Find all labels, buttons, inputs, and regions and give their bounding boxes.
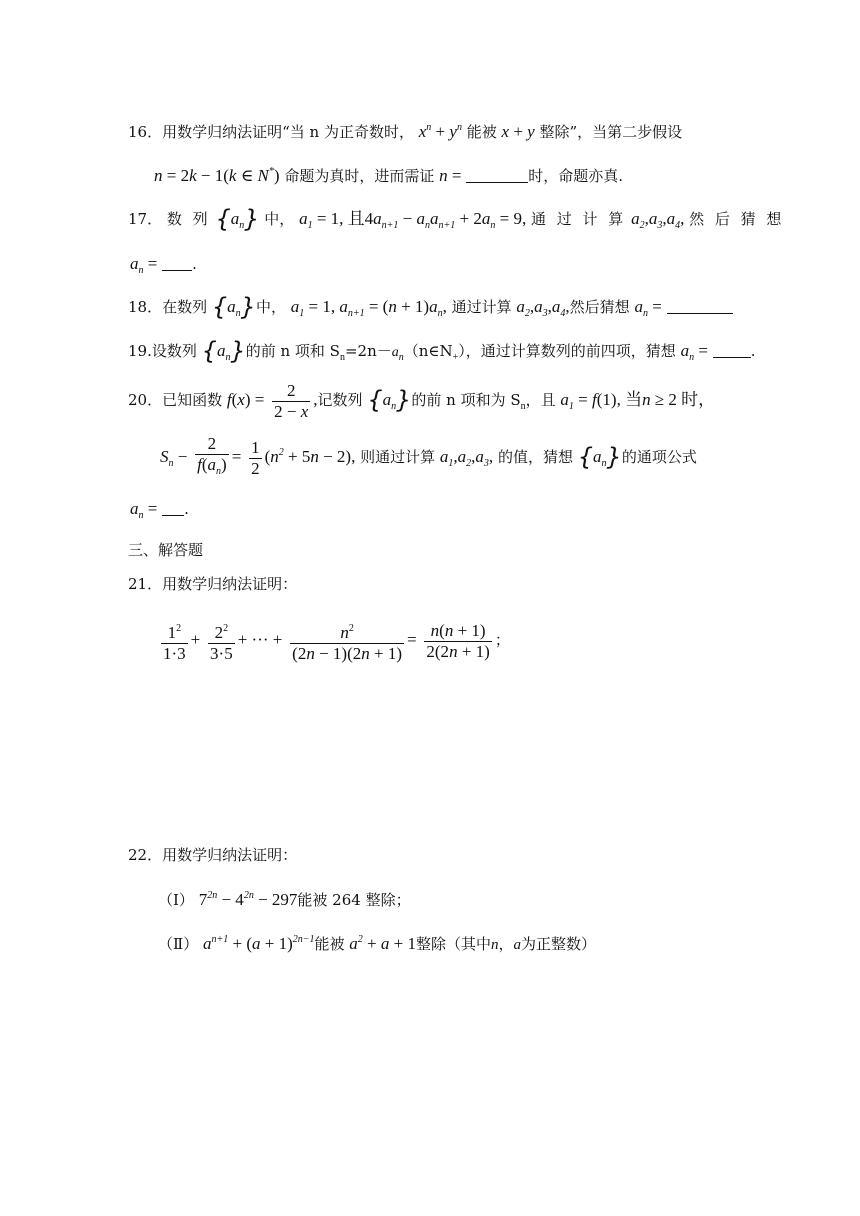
question-number: 20． [128,391,163,409]
fraction: $\frac{n(n + 1)}{2(2n + 1)}$ [426,620,490,661]
math-expr: $a_n$ = [680,341,708,363]
section-title: 三、解答题 [128,541,204,559]
math-expr: $a_n$ = [130,254,158,276]
math-expr: $a^2 + a + 1$ [349,934,416,953]
q18-line [128,295,733,326]
answer-blank[interactable] [667,299,733,314]
q18-text: 中， [255,298,286,316]
fraction: $\frac{1^2}{1\cdot 3}$ [161,619,188,664]
q17-line1 [128,207,784,238]
answer-blank[interactable] [466,168,528,183]
q20-line3: $a_n$ = . [130,499,189,521]
q20-text: 的通项公式 [621,448,697,466]
q17-text: 然 后 猜 想 [689,210,785,228]
math-expr: $a_1,a_2,a_3$, [439,447,494,469]
q21-text: 用数学归纳法证明： [162,575,298,593]
q19-text: ），通过计算数列的前四项，猜想 [458,342,676,360]
q18-text: 通过计算 [451,298,512,316]
question-number: 17． [128,210,163,228]
q16-text: 用数学归纳法证明“当 n 为正奇数时， [162,123,414,141]
q19-line: 19.设数列 $\{a_n\}$的前 n 项和 $S_n=2n-a_n(n\in N_+)$，通过计算数列的前四项，猜想 $a_n$ = . [128,337,756,365]
math-expr: $a^{n+1} + (a + 1)^{2n-1}$ [202,934,315,953]
q21-line1 [128,572,297,596]
q20-text: 则通过计算 [360,448,436,466]
math-expr: $x^n + y^n$ [418,122,462,141]
q19-text: 的前 n 项和 S [245,342,340,360]
math-expr: $\{a_n\}$ [577,443,622,471]
q20-text: 已知函数 [162,391,223,409]
q22-part1 [158,884,411,912]
fraction: $\frac{n^2}{(2n - 1)(2n + 1)}$ [290,619,404,664]
math-expr: $a_1 = 1$, $a_{n+1} = (n + 1)a_n$, [290,297,447,319]
q20-line1: 20．已知函数 f(x) = $\frac{2}{2 - x}$ ,记数列 $\{a_n\}$的前 n 项和为 $S_n$，且 $a_1 = f(1)$, 当n ≥ 2 时， [128,380,716,421]
question-number: 22． [128,846,163,864]
q16-text: 命题为真时，进而需证 [284,167,435,185]
math-expr: $a_n$ = [634,297,662,319]
q20-line2: $S_n$ − $\frac{2}{f(a_n)}$ = $\frac{1}{2}$ $(n^2 + 5n - 2)$, 则通过计算 $a_1,a_2,a_3$, 的值，猜想 $\{a_n\}$的通项公式 [160,430,697,487]
math-expr: $S_n$ − [160,447,188,469]
math-expr: $a_2,a_3,a_4$, [631,209,685,231]
q22-line1 [128,843,297,867]
q22-part2: （Ⅱ） $a^{n+1} + (a + 1)^{2n-1}$能被 $a^2 + a + 1$整除（其中n，a为正整数） [158,934,597,953]
q22-text: 能被 264 整除； [297,891,411,909]
q16-text: 整除”，当第二步假设 [539,123,683,141]
math-expr: $\{a_n\}$ [215,205,260,233]
q20-text: 的值，猜想 [497,448,573,466]
answer-blank[interactable] [162,256,192,271]
math-expr: $a_2,a_3,a_4$, [516,297,570,319]
question-number: 18． [128,298,163,316]
math-expr: $\{a_n\}$ [201,337,246,365]
q19-text: =2n－ [344,342,392,360]
math-expr: f(x) = [226,390,265,409]
q17-text: 通 过 计 算 [530,210,627,228]
answer-blank[interactable] [162,501,184,516]
q16-line2 [154,160,623,188]
q22-text: 用数学归纳法证明： [162,846,298,864]
question-number: 16． [128,123,163,141]
q19-text: （n∈N [403,342,453,360]
math-expr: x + y [501,122,535,141]
q22-text: 整除（其中 [415,935,491,953]
q20-text: ，且 [525,391,556,409]
math-expr: n = [439,166,462,185]
math-expr: $(n^2 + 5n - 2)$, [264,447,356,466]
question-number: 19. [128,342,152,360]
fraction: $\frac{2^2}{3\cdot 5}$ [208,619,235,664]
math-expr: $a_n$ = [130,499,158,521]
q18-text: 然后猜想 [569,298,630,316]
math-expr: $a_1 = 1$, 且$4a_{n+1} - a_na_{n+1} + 2a_n = 9$, [299,209,527,231]
part-label: （Ⅱ） [158,935,199,953]
q22-text: 能被 [314,935,345,953]
math-expr: $7^{2n} - 4^{2n} - 297$ [198,890,298,909]
part-label: （Ⅰ） [158,891,194,909]
q16-line1 [128,116,682,144]
question-number: 21． [128,575,163,593]
math-expr: $\{a_n\}$ [367,386,412,414]
fraction: $\frac{1}{2}$ [251,437,260,478]
q20-text: 记数列 [317,391,363,409]
q17-text: 数 列 [166,210,211,228]
math-expr: $a_1 = f(1)$, 当n ≥ 2 时， [560,390,716,412]
q19-text: 设数列 [151,342,197,360]
q18-text: 在数列 [162,298,208,316]
answer-blank[interactable] [713,343,751,358]
q16-text: 时，命题亦真. [528,167,624,185]
q20-text: 的前 n 项和为 S [411,391,521,409]
q16-text: 能被 [466,123,497,141]
math-expr: $\{a_n\}$ [211,293,256,321]
q22-text: 为正整数） [521,935,597,953]
fraction: $\frac{2}{f(a_n)}$ [197,434,227,477]
q17-line2: $a_n$ = . [130,254,197,276]
fraction: $\frac{2}{2 - x}$ [274,380,309,421]
math-expr: n = 2k − 1(k ∈ N*) [154,166,280,185]
q21-formula: $\frac{1^2}{1\cdot 3}$ + $\frac{2^2}{3\cdot 5}$ + ··· + $\frac{n^2}{(2n - 1)(2n + 1)}$ = $\frac{n(n + 1)}{2(2n + 1)}$ ； [163,620,510,663]
q17-text: 中， [264,210,295,228]
